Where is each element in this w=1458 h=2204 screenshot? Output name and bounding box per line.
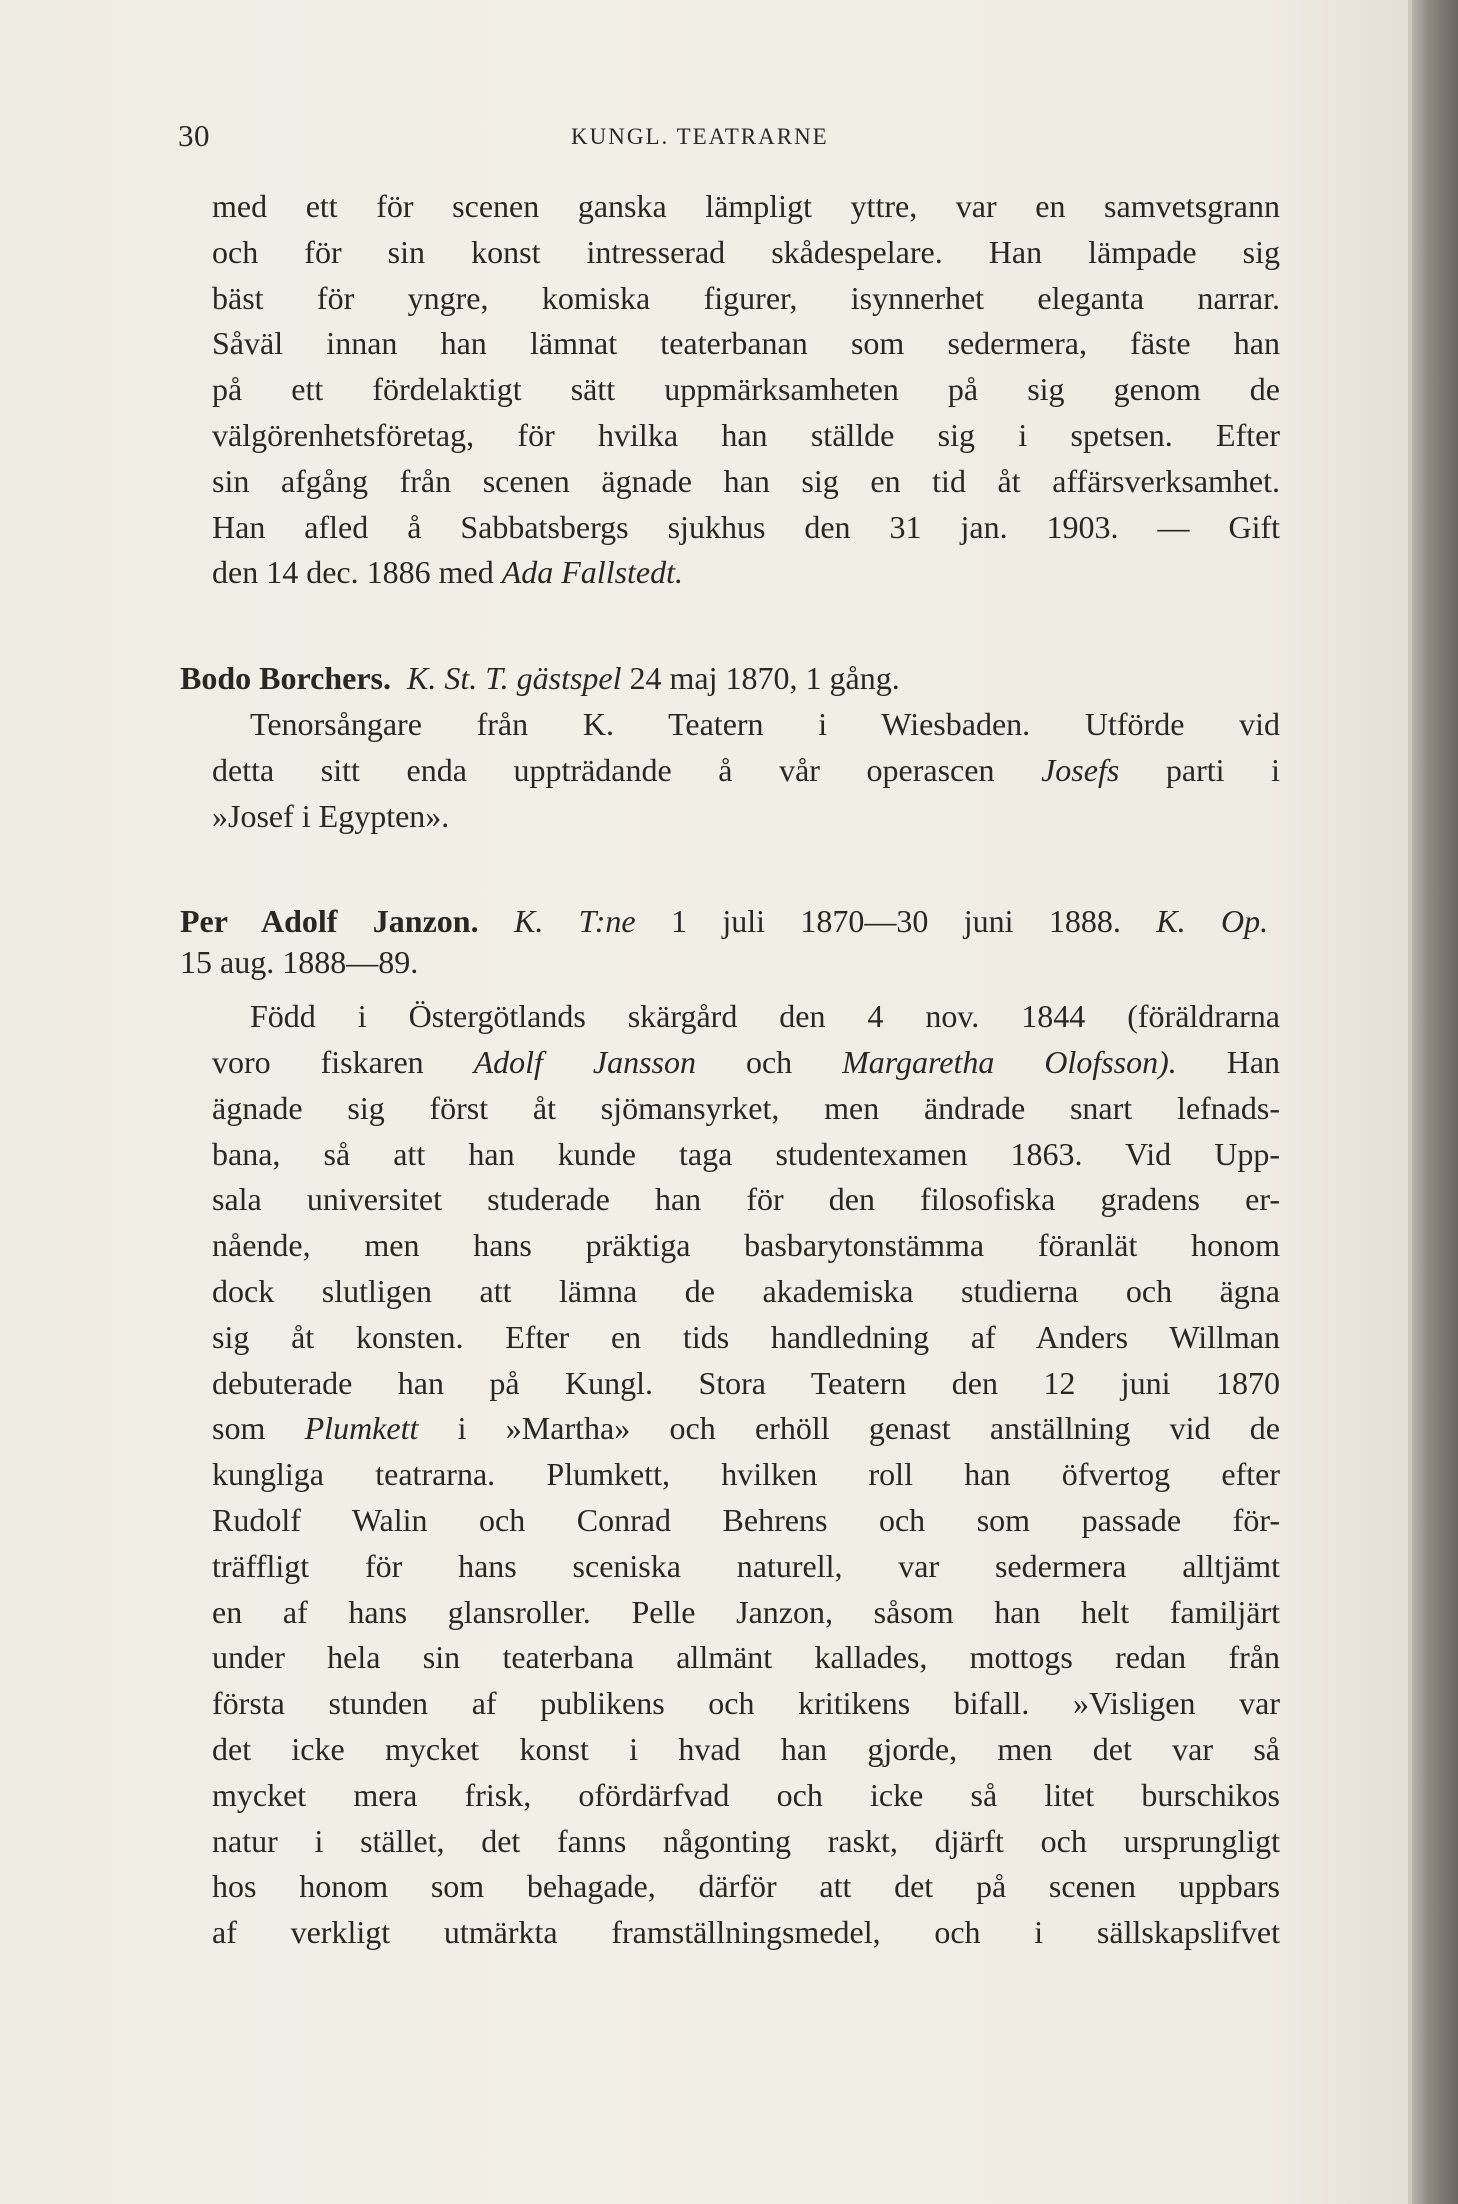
paragraph-continuation <box>212 184 1280 596</box>
text-line: första stunden af publikens och kritikens bifall. »Visligen var <box>212 1685 1280 1722</box>
text-line <box>212 1406 1280 1452</box>
text-line: af verkligt utmärkta framställningsmedel, och i sällskapslifvet <box>212 1914 1280 1951</box>
text-line: Tenorsångare från K. Teatern i Wiesbaden. Utförde vid <box>250 705 1280 742</box>
text-line: bäst för yngre, komiska figurer, isynnerhet eleganta narrar. <box>212 279 1280 316</box>
book-gutter-shadow <box>1412 0 1458 2204</box>
text-line: Rudolf Walin och Conrad Behrens och som passade för- <box>212 1501 1280 1538</box>
theatre-abbrev: K. St. T. <box>406 660 509 697</box>
text-line: välgörenhetsföretag, för hvilka han ställde sig i spetsen. Efter <box>212 416 1280 453</box>
entry-name: Per Adolf Janzon. <box>180 903 479 940</box>
page-number: 30 <box>178 118 210 153</box>
text-line: och för sin konst intresserad skådespelare. Han lämpade sig <box>212 233 1280 270</box>
text-segment: Han <box>1176 1043 1281 1080</box>
text-line: Såväl innan han lämnat teaterbanan som sedermera, fäste han <box>212 325 1280 362</box>
text-line <box>212 748 1280 794</box>
text-segment: och <box>696 1043 843 1080</box>
running-head: KUNGL. TEATRARNE <box>571 124 829 149</box>
text-line: sig åt konsten. Efter en tids handledning af Anders Willman <box>212 1318 1280 1355</box>
text-line: med ett för scenen ganska lämpligt yttre, var en samvetsgrann <box>212 188 1280 224</box>
text-line: på ett fördelaktigt sätt uppmärksamheten på sig genom de <box>212 371 1280 408</box>
spouse-name: Ada Fallstedt. <box>501 554 684 591</box>
text-line: hos honom som behagade, därför att det på scenen uppbars <box>212 1868 1280 1905</box>
text-line: Född i Östergötlands skärgård den 4 nov. 1844 (föräldrarna <box>250 998 1280 1035</box>
text-line: mycket mera frisk, ofördärfvad och icke så litet burschikos <box>212 1776 1280 1813</box>
text-segment: den 14 dec. 1886 med <box>212 554 502 591</box>
engagement-period: 15 aug. 1888—89. <box>180 944 419 981</box>
text-segment: parti i <box>1119 751 1281 788</box>
entry-per-adolf-janzon <box>180 899 1281 1956</box>
role-name: Plumkett <box>304 1410 419 1447</box>
text-line: natur i stället, det fanns någonting raskt, djärft och ursprungligt <box>212 1822 1280 1859</box>
text-line: »Josef i Egypten». <box>212 797 450 834</box>
engagement-period: 1 juli 1870—30 juni 1888. <box>670 903 1121 940</box>
entry-heading <box>180 656 1280 702</box>
entry-bodo-borchers <box>180 656 1281 839</box>
engagement-type: gästspel <box>516 660 622 697</box>
text-line: ägnade sig först åt sjömansyrket, men ändrade snart lefnads- <box>212 1089 1280 1126</box>
text-line: träffligt för hans sceniska naturell, var sedermera alltjämt <box>212 1547 1280 1584</box>
text-line: det icke mycket konst i hvad han gjorde, men det var så <box>212 1730 1280 1767</box>
parent-name: Adolf Jansson <box>473 1043 696 1080</box>
theatre-abbrev: K. Op. <box>1156 903 1269 940</box>
text-line <box>212 550 1280 596</box>
page-body <box>180 184 1281 1956</box>
entry-heading <box>180 899 1268 945</box>
text-line: dock slutligen att lämna de akademiska studierna och ägna <box>212 1272 1280 1309</box>
text-line: nående, men hans präktiga basbarytonstämma föranlät honom <box>212 1227 1280 1264</box>
entry-name: Bodo Borchers. <box>180 660 391 697</box>
text-segment: i »Martha» och erhöll genast anställning vid de <box>418 1410 1281 1447</box>
engagement-date: 24 maj 1870, 1 gång. <box>629 660 900 697</box>
text-line: bana, så att han kunde taga studentexamen 1863. Vid Upp- <box>212 1135 1280 1172</box>
text-segment: som <box>212 1410 305 1447</box>
text-segment: detta sitt enda uppträdande å vår operascen <box>212 751 1042 788</box>
text-line: en af hans glansroller. Pelle Janzon, såsom han helt familjärt <box>212 1593 1280 1630</box>
text-line: Han afled å Sabbatsbergs sjukhus den 31 jan. 1903. — Gift <box>212 508 1280 545</box>
text-line: under hela sin teaterbana allmänt kallades, mottogs redan från <box>212 1639 1280 1676</box>
text-line: sin afgång från scenen ägnade han sig en tid åt affärsverksamhet. <box>212 462 1280 499</box>
text-segment: voro fiskaren <box>212 1043 474 1080</box>
text-line <box>212 1040 1280 1086</box>
theatre-abbrev: K. T:ne <box>513 903 636 940</box>
role-name: Josefs <box>1041 751 1120 788</box>
text-line: kungliga teatrarna. Plumkett, hvilken roll han öfvertog efter <box>212 1456 1280 1493</box>
text-line: sala universitet studerade han för den filosofiska gradens er- <box>212 1181 1280 1218</box>
text-line: debuterade han på Kungl. Stora Teatern den 12 juni 1870 <box>212 1364 1280 1401</box>
page-header <box>0 118 1412 158</box>
parent-name: Margaretha Olofsson). <box>842 1043 1177 1080</box>
